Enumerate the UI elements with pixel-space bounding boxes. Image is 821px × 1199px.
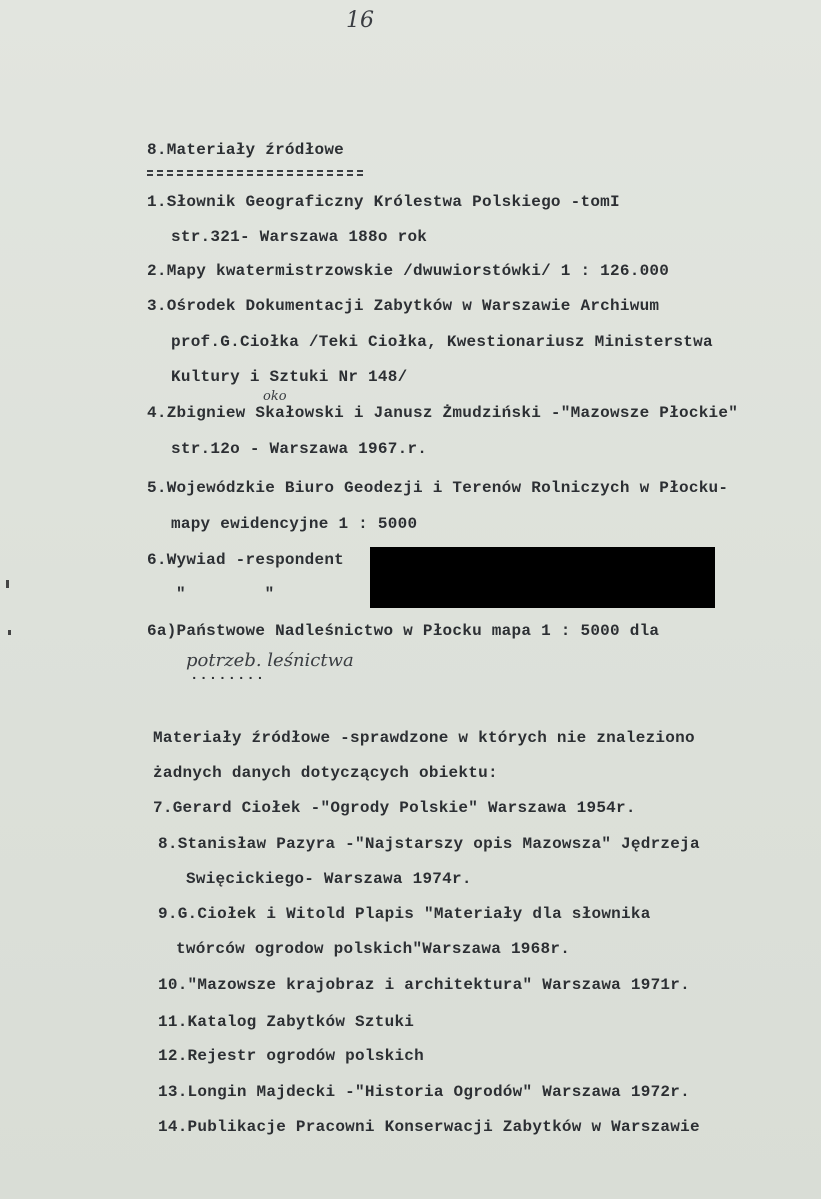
list-item: str.12o - Warszawa 1967.r. — [171, 440, 428, 458]
list-item: Kultury i Sztuki Nr 148/ — [171, 368, 408, 386]
list-item: 7.Gerard Ciołek -"Ogrody Polskie" Warszawa 1954r. — [153, 799, 636, 817]
list-item: twórców ogrodow polskich"Warszawa 1968r. — [176, 940, 571, 958]
list-item: 6a)Państwowe Nadleśnictwo w Płocku mapa 1 : 5000 dla — [147, 622, 660, 640]
list-item: 3.Ośrodek Dokumentacji Zabytków w Warszawie Archiwum — [147, 297, 660, 315]
list-item: mapy ewidencyjne 1 : 5000 — [171, 515, 418, 533]
section-heading: 8.Materiały źródłowe — [147, 141, 345, 159]
subheading-cont: żadnych danych dotyczących obiektu: — [153, 764, 498, 782]
handwritten-note-lesnictwa: potrzeb. leśnictwa — [186, 650, 354, 671]
subheading: Materiały źródłowe -sprawdzone w których nie znaleziono — [153, 729, 695, 747]
handwritten-note-oko: oko — [263, 389, 287, 404]
list-item: 10."Mazowsze krajobraz i architektura" Warszawa 1971r. — [158, 976, 690, 994]
page-number: 16 — [346, 8, 374, 33]
list-item: 9.G.Ciołek i Witold Plapis "Materiały dla słownika — [158, 905, 651, 923]
heading-underline-second — [147, 174, 363, 176]
list-item: prof.G.Ciołka /Teki Ciołka, Kwestionariusz Ministerstwa — [171, 333, 713, 351]
margin-mark — [8, 630, 11, 635]
heading-underline — [147, 170, 363, 172]
list-item: str.321- Warszawa 188o rok — [171, 228, 428, 246]
list-item: 12.Rejestr ogrodów polskich — [158, 1047, 424, 1065]
list-item: 2.Mapy kwatermistrzowskie /dwuwiorstówki/ 1 : 126.000 — [147, 262, 670, 280]
dotted-fill: ........ — [190, 668, 266, 684]
list-item: 5.Wojewódzkie Biuro Geodezji i Terenów Rolniczych w Płocku- — [147, 479, 729, 497]
margin-mark — [6, 580, 9, 588]
redaction-block — [370, 547, 715, 608]
list-item: 6.Wywiad -respondent — [147, 551, 345, 569]
list-item: 1.Słownik Geograficzny Królestwa Polskiego -tomI — [147, 193, 620, 211]
list-item: 11.Katalog Zabytków Sztuki — [158, 1013, 415, 1031]
list-item: 8.Stanisław Pazyra -"Najstarszy opis Mazowsza" Jędrzeja — [158, 835, 700, 853]
list-item: 14.Publikacje Pracowni Konserwacji Zabytków w Warszawie — [158, 1118, 700, 1136]
list-item: Swięcickiego- Warszawa 1974r. — [186, 870, 472, 888]
ditto-marks: " " — [176, 585, 275, 603]
list-item: 13.Longin Majdecki -"Historia Ogrodów" Warszawa 1972r. — [158, 1083, 690, 1101]
list-item: 4.Zbigniew Skałowski i Janusz Żmudziński -"Mazowsze Płockie" — [147, 404, 739, 422]
